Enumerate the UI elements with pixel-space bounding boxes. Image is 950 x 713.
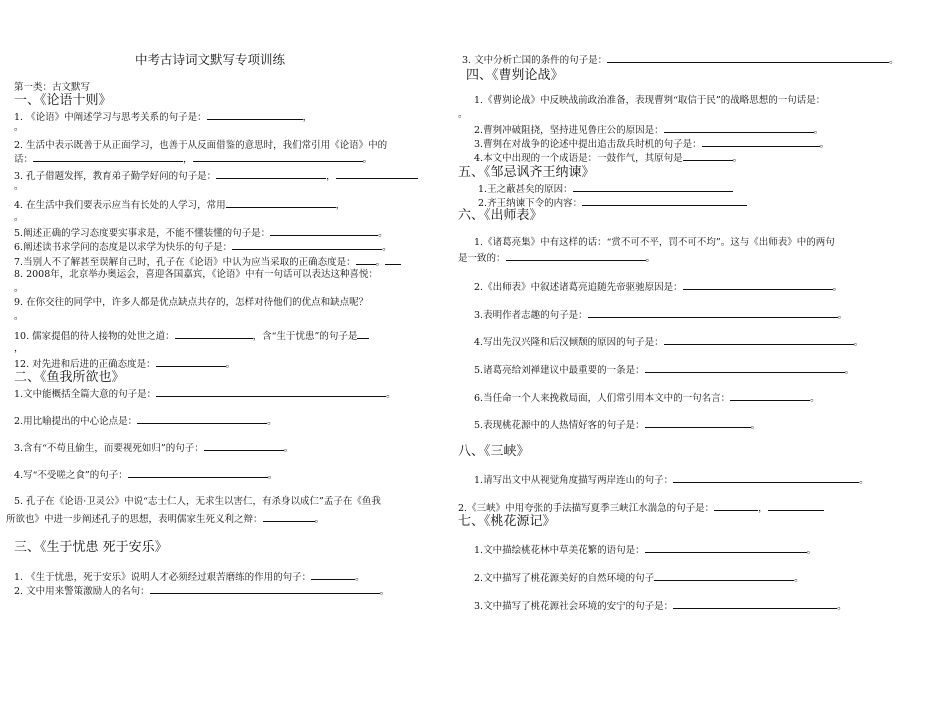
answer-blank[interactable] bbox=[645, 363, 845, 373]
question-1-12: 12. 对先进和后进的正确态度是： 。 bbox=[14, 359, 236, 370]
question-1-7: 7.当别人不了解甚至误解自己时，孔子在《论语》中认为应当采取的正确态度是： 。 bbox=[14, 255, 401, 269]
question-6-3: 3.表明作者志趣的句子是： 。 bbox=[474, 310, 848, 321]
answer-blank[interactable] bbox=[357, 329, 369, 339]
punct: 。 bbox=[14, 212, 24, 223]
question-1-5: 5.阐述正确的学习态度要实事求是，不能不懂装懂的句子是： 。 bbox=[14, 228, 388, 239]
punct: 。 bbox=[14, 283, 24, 294]
question-6-5: 5.诸葛亮给刘禅建议中最重要的一条是： 。 bbox=[474, 365, 855, 376]
question-2-4: 4.写“不受嗟之食”的句子： 。 bbox=[14, 470, 278, 481]
punct: 。 bbox=[14, 122, 24, 133]
question-1-9: 9. 在你交往的同学中，许多人都是优点缺点共存的，怎样对待他们的优点和缺点呢？ bbox=[14, 297, 369, 308]
answer-blank[interactable] bbox=[645, 418, 751, 428]
question-2-3: 3.含有“不苟且偷生，而要视死如归”的句子： 。 bbox=[14, 443, 294, 454]
question-4-3: 3.曹刿在对战争的论述中提出追击敌兵时机的句子是： 。 bbox=[474, 139, 830, 150]
question-1-2-cont: 话： ， 。 bbox=[14, 154, 373, 165]
section-heading-taohuayuan: 七、《桃花源记》 bbox=[458, 514, 556, 529]
answer-blank[interactable] bbox=[336, 169, 418, 179]
answer-blank[interactable] bbox=[263, 512, 315, 522]
answer-blank[interactable] bbox=[175, 329, 253, 339]
question-2-2: 2.用比喻提出的中心论点是： 。 bbox=[14, 416, 277, 427]
question-1-1: 1. 《论语》中阐述学习与思考关系的句子是： ， bbox=[14, 112, 313, 123]
answer-blank[interactable] bbox=[664, 335, 854, 345]
answer-blank[interactable] bbox=[768, 501, 824, 511]
question-7-1: 1.文中描绘桃花林中草美花繁的语句是： 。 bbox=[474, 545, 817, 556]
answer-blank[interactable] bbox=[673, 473, 859, 483]
answer-blank[interactable] bbox=[207, 110, 303, 120]
question-2-5-cont: 所欲也》中进一步阐述孔子的思想，表明儒家生死义利之辩： 。 bbox=[6, 514, 325, 525]
question-1-8: 8. 2008年，北京举办奥运会，喜迎各国嘉宾，《论语》中有一句话可以表达这种喜悦： bbox=[14, 269, 379, 280]
answer-blank[interactable] bbox=[204, 441, 284, 451]
section-heading-chushibiao: 六、《出师表》 bbox=[458, 208, 543, 223]
answer-blank[interactable] bbox=[573, 182, 733, 192]
answer-blank[interactable] bbox=[607, 53, 889, 63]
question-2-5: 5. 孔子在《论语·卫灵公》中说“志士仁人，无求生以害仁，有杀身以成仁”孟子在《鱼我 bbox=[14, 496, 381, 507]
question-1-6: 6.阐述读书求学问的态度是以求学为快乐的句子是： 。 bbox=[14, 242, 392, 253]
section-heading-lunyu: 一、《论语十则》 bbox=[14, 93, 112, 108]
answer-blank[interactable] bbox=[270, 226, 378, 236]
answer-blank[interactable] bbox=[128, 468, 268, 478]
section-heading-sanxia: 八、《三峡》 bbox=[458, 444, 530, 459]
answer-blank[interactable] bbox=[702, 137, 820, 147]
question-6-2: 2.《出师表》中叙述诸葛亮追随先帝驱驰原因是： 。 bbox=[474, 282, 843, 293]
answer-blank[interactable] bbox=[506, 251, 646, 261]
answer-blank[interactable] bbox=[226, 198, 336, 208]
question-6-6: 6.当任命一个人来挽救局面，人们常引用本文中的一句名言： 。 bbox=[474, 393, 820, 404]
section-heading-caogui: 四、《曹刿论战》 bbox=[466, 68, 564, 83]
section-heading-yuwo: 二、《鱼我所欲也》 bbox=[14, 370, 125, 385]
question-6-7: 5.表现桃花源中的人热情好客的句子是： 。 bbox=[474, 420, 761, 431]
answer-blank[interactable] bbox=[193, 152, 363, 162]
question-8-1: 1.请写出文中从视觉角度描写两岸连山的句子： 。 bbox=[474, 475, 869, 486]
question-3-2: 2. 文中用来警策激励人的名句： 。 bbox=[14, 586, 390, 597]
answer-blank[interactable] bbox=[156, 387, 386, 397]
punct: 。 bbox=[458, 109, 468, 120]
answer-blank[interactable] bbox=[216, 169, 326, 179]
answer-blank[interactable] bbox=[156, 357, 226, 367]
answer-blank[interactable] bbox=[385, 255, 401, 265]
answer-blank[interactable] bbox=[33, 152, 183, 162]
question-3-1: 1. 《生于忧患，死于安乐》说明人才必须经过艰苦磨练的作用的句子： 。 bbox=[14, 572, 365, 583]
answer-blank[interactable] bbox=[150, 584, 380, 594]
question-1-3: 3. 孔子借题发挥，教育弟子勤学好问的句子是： ， bbox=[14, 169, 418, 183]
question-6-1-cont: 是一致的： 。 bbox=[458, 253, 656, 264]
question-1-4: 4. 在生活中我们要表示应当有长处的人学习，常用 ， bbox=[14, 200, 346, 211]
question-8-2: 2.《三峡》中用夸张的手法描写夏季三峡江水湍急的句子是： ， bbox=[458, 501, 824, 515]
answer-blank[interactable] bbox=[356, 255, 376, 265]
punct: ， bbox=[14, 343, 24, 354]
question-4-2: 2.曹刿冲破阻挠，坚持进见鲁庄公的原因是： 。 bbox=[474, 125, 824, 136]
question-5-2: 2.齐王纳谏下令的内容： bbox=[478, 196, 747, 210]
question-2-1: 1.文中能概括全篇大意的句子是： 。 bbox=[14, 389, 396, 400]
punct: 。 bbox=[14, 181, 24, 192]
answer-blank[interactable] bbox=[588, 308, 838, 318]
answer-blank[interactable] bbox=[232, 240, 382, 250]
answer-blank[interactable] bbox=[645, 543, 807, 553]
punct: 。 bbox=[14, 311, 24, 322]
answer-blank[interactable] bbox=[582, 196, 747, 206]
question-6-4: 4.写出先汉兴隆和后汉倾颓的原因的句子是： 。 bbox=[474, 337, 864, 348]
category-label: 第一类：古文默写 bbox=[14, 82, 91, 93]
answer-blank[interactable] bbox=[137, 414, 267, 424]
question-5-1: 1.王之蔽甚矣的原因： bbox=[478, 182, 733, 196]
page-title: 中考古诗词文默写专项训练 bbox=[135, 52, 286, 67]
question-7-3: 3.文中描写了桃花源社会环境的安宁的句子是： 。 bbox=[474, 601, 847, 612]
question-3-3: 3. 文中分析亡国的条件的句子是： 。 bbox=[462, 55, 899, 66]
answer-blank[interactable] bbox=[730, 391, 810, 401]
question-4-1: 1.《曹刿论战》中反映战前政治准备，表现曹刿“取信于民”的战略思想的一句话是： bbox=[474, 95, 826, 106]
answer-blank[interactable] bbox=[683, 151, 733, 161]
answer-blank[interactable] bbox=[673, 599, 837, 609]
question-1-10: 10. 儒家提倡的待人接物的处世之道： ，含“生于忧患”的句子是 bbox=[14, 329, 369, 343]
answer-blank[interactable] bbox=[664, 123, 814, 133]
question-6-1: 1.《诸葛亮集》中有这样的话：“赏不可不平，罚不可不均”。这与《出师表》中的两句 bbox=[474, 237, 835, 248]
question-1-2: 2. 生活中表示既善于从正面学习，也善于从反面借鉴的意思时，我们常引用《论语》中的 bbox=[14, 140, 388, 151]
section-heading-zouji: 五、《邹忌讽齐王纳谏》 bbox=[458, 165, 595, 180]
question-4-4: 4.本文中出现的一个成语是：一鼓作气，其原句是 。 bbox=[474, 153, 743, 164]
question-7-2: 2.文中描写了桃花源美好的自然环境的句子 。 bbox=[474, 573, 804, 584]
section-heading-shengyu: 三、《生于忧患 死于安乐》 bbox=[14, 540, 168, 555]
answer-blank[interactable] bbox=[311, 570, 355, 580]
answer-blank[interactable] bbox=[714, 501, 758, 511]
answer-blank[interactable] bbox=[683, 280, 833, 290]
answer-blank[interactable] bbox=[654, 571, 794, 581]
